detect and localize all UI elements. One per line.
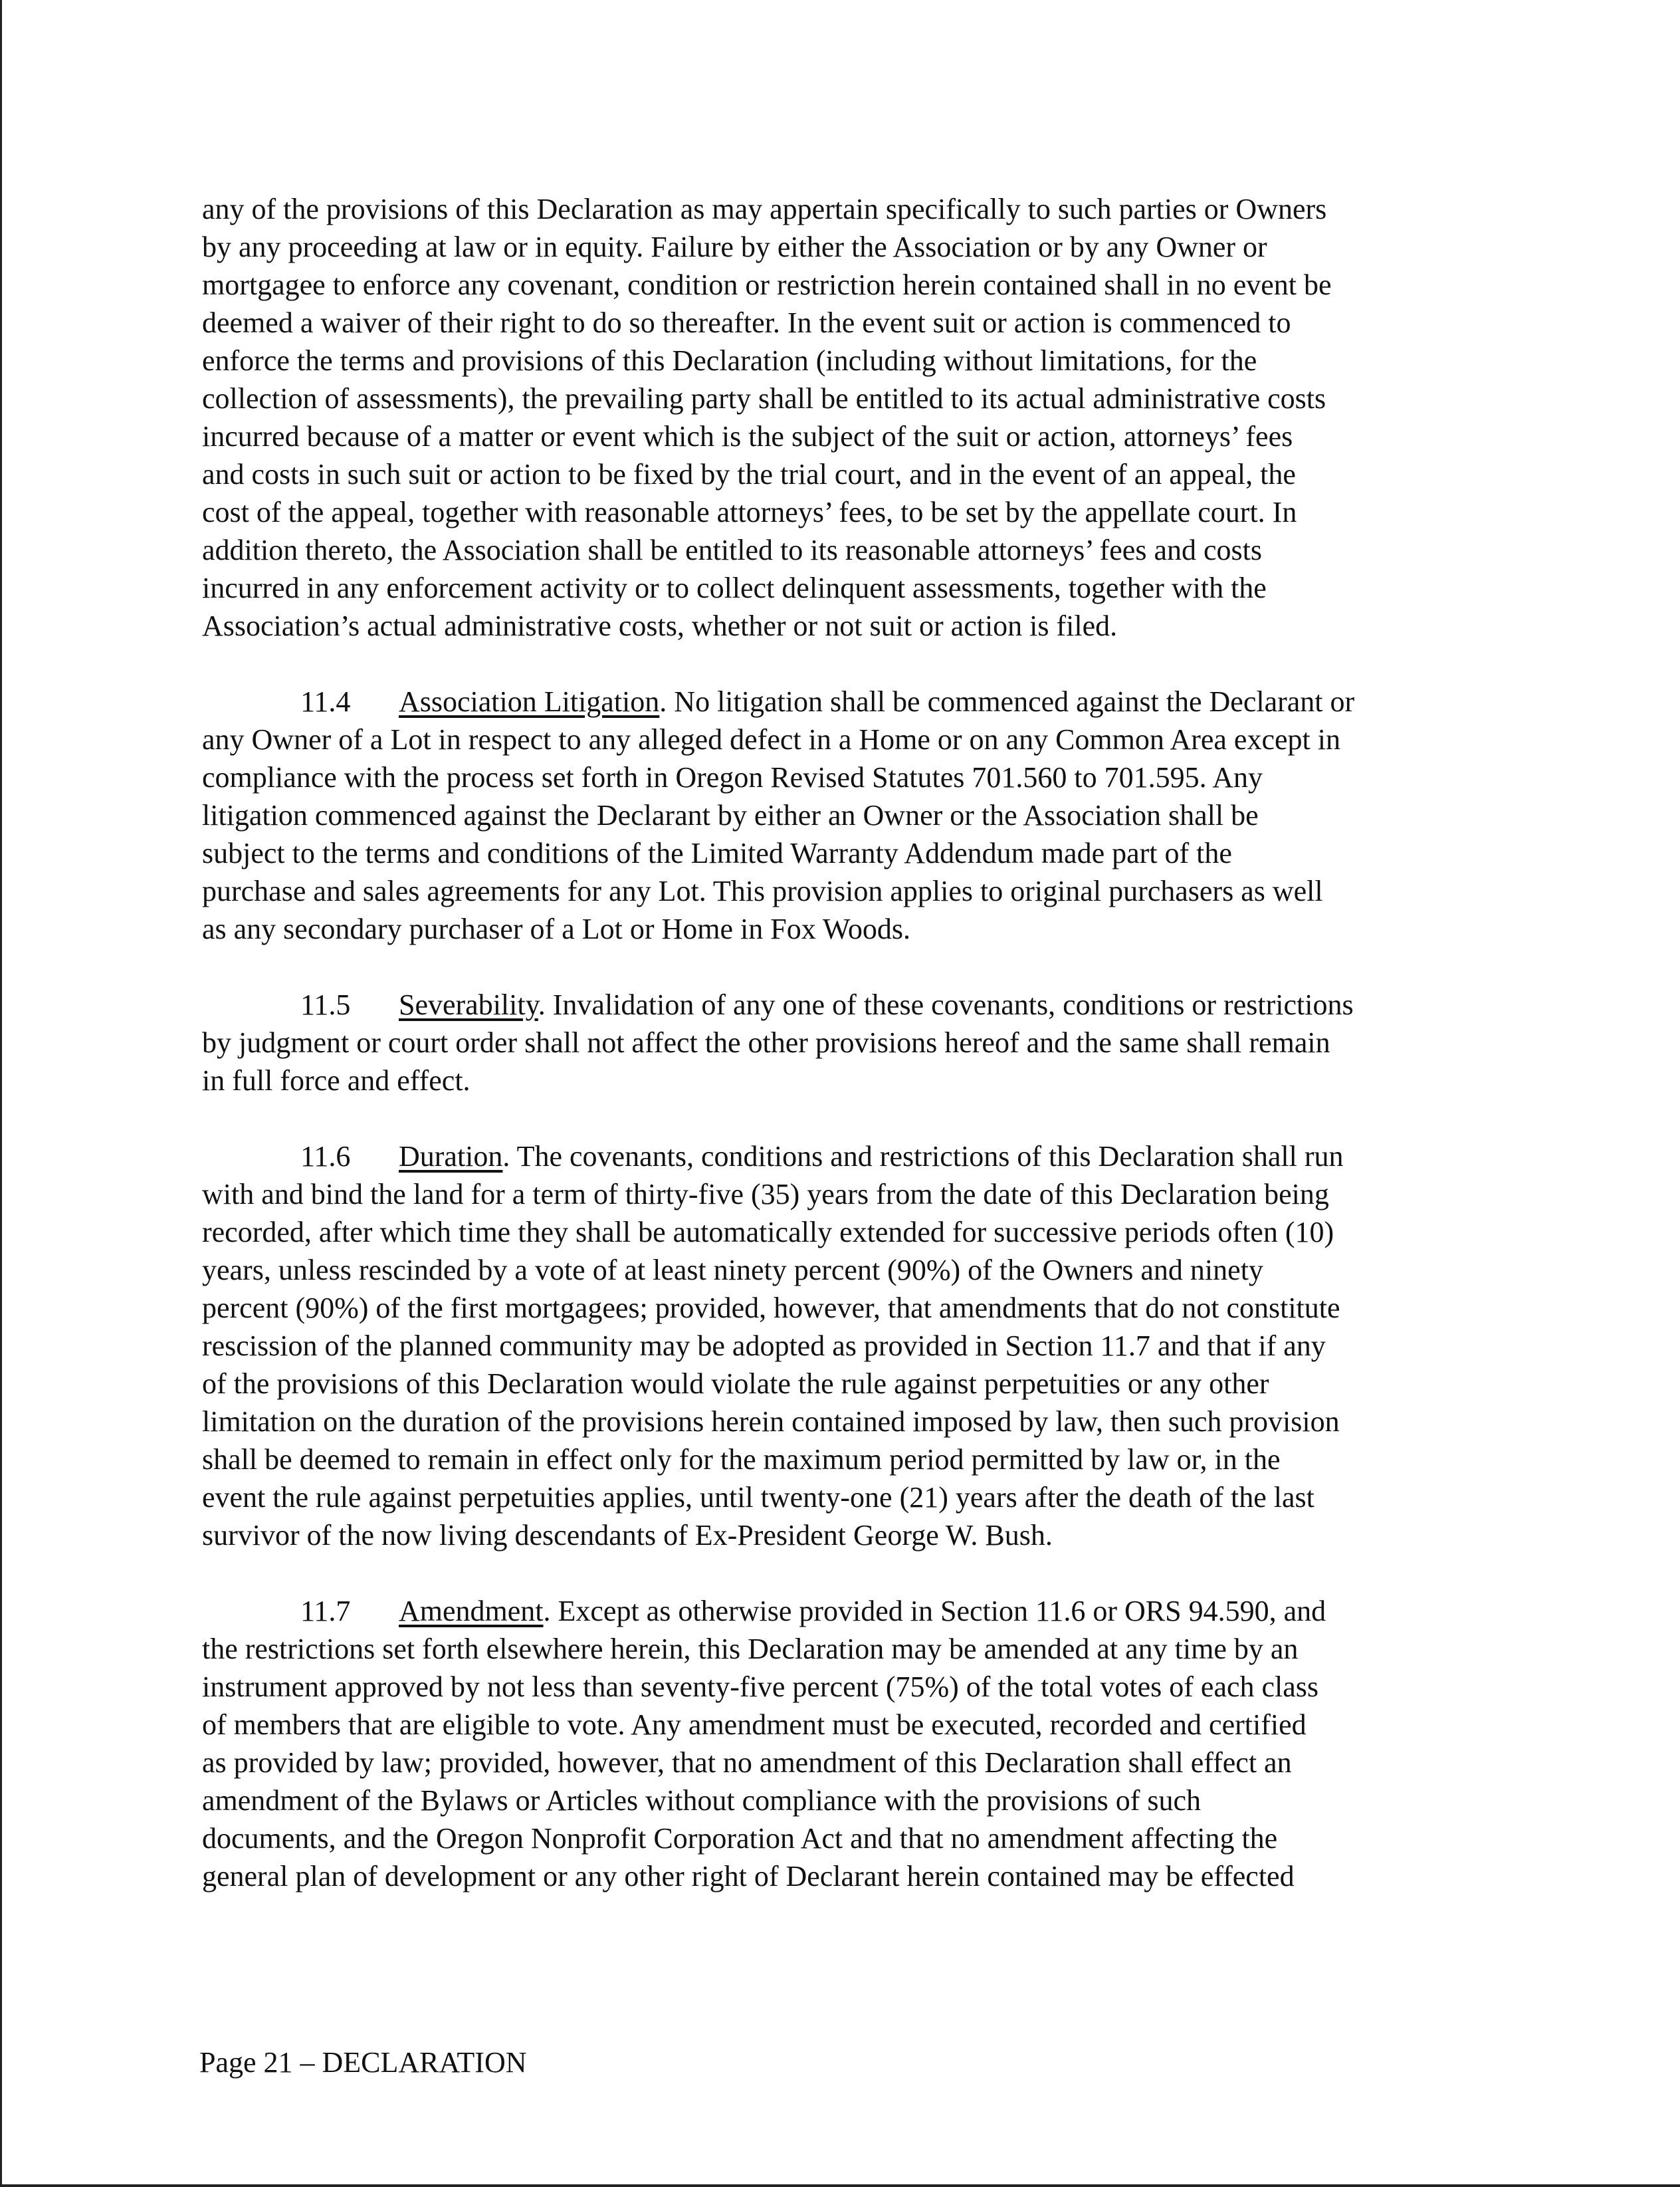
text-line: recorded, after which time they shall be automatically extended for successive periods often (10) (202, 1216, 1334, 1248)
section-11-7 (202, 1592, 1505, 1895)
section-11-4 (202, 683, 1505, 948)
text-line: as provided by law; provided, however, that no amendment of this Declaration shall effect an (202, 1746, 1292, 1779)
text-line: addition thereto, the Association shall be entitled to its reasonable attorneys’ fees and costs (202, 534, 1262, 566)
text-line: deemed a waiver of their right to do so thereafter. In the event suit or action is commenced to (202, 306, 1291, 339)
text-line: of members that are eligible to vote. Any amendment must be executed, recorded and certified (202, 1708, 1307, 1741)
text-line: survivor of the now living descendants of Ex-President George W. Bush. (202, 1519, 1053, 1552)
page-footer: Page 21 – DECLARATION (199, 2046, 527, 2079)
section-lead-text: . The covenants, conditions and restrictions of this Declaration shall run (502, 1140, 1344, 1173)
text-line: subject to the terms and conditions of the Limited Warranty Addendum made part of the (202, 837, 1232, 869)
text-line: the restrictions set forth elsewhere herein, this Declaration may be amended at any time by an (202, 1633, 1299, 1665)
section-title: Amendment (399, 1595, 544, 1627)
text-line: amendment of the Bylaws or Articles without compliance with the provisions of such (202, 1784, 1202, 1817)
text-line: compliance with the process set forth in Oregon Revised Statutes 701.560 to 701.595. Any (202, 761, 1263, 794)
section-number: 11.5 (300, 988, 351, 1021)
section-first-line (202, 986, 1505, 1024)
section-11-6 (202, 1137, 1505, 1554)
text-line: instrument approved by not less than seventy-five percent (75%) of the total votes of each class (202, 1670, 1319, 1703)
text-line: enforce the terms and provisions of this Declaration (including without limitations, for the (202, 344, 1257, 377)
text-line: any Owner of a Lot in respect to any alleged defect in a Home or on any Common Area except in (202, 723, 1340, 756)
scan-edge-bottom (0, 2184, 1680, 2187)
section-11-5 (202, 986, 1505, 1099)
continuation-paragraph (202, 190, 1505, 645)
section-title: Duration (399, 1140, 503, 1173)
section-lead-text: . No litigation shall be commenced against the Declarant or (659, 685, 1355, 718)
text-line: in full force and effect. (202, 1064, 471, 1097)
text-line: and costs in such suit or action to be fixed by the trial court, and in the event of an appeal, the (202, 458, 1296, 491)
text-line: with and bind the land for a term of thirty-five (35) years from the date of this Declaration being (202, 1178, 1329, 1210)
section-first-line (202, 1137, 1505, 1175)
text-line: Association’s actual administrative costs, whether or not suit or action is filed. (202, 610, 1118, 642)
section-lead-text: . Invalidation of any one of these covenants, conditions or restrictions (538, 988, 1354, 1021)
text-line: collection of assessments), the prevailing party shall be entitled to its actual administrative costs (202, 382, 1326, 415)
text-line: by any proceeding at law or in equity. Failure by either the Association or by any Owner or (202, 231, 1267, 263)
text-line: shall be deemed to remain in effect only for the maximum period permitted by law or, in the (202, 1443, 1281, 1476)
text-line: mortgagee to enforce any covenant, condition or restriction herein contained shall in no event be (202, 269, 1332, 301)
text-line: percent (90%) of the first mortgagees; provided, however, that amendments that do not constitute (202, 1292, 1340, 1324)
text-line: any of the provisions of this Declaration as may appertain specifically to such parties or Owners (202, 193, 1327, 225)
section-first-line (202, 683, 1505, 721)
section-lead-text: . Except as otherwise provided in Section 11.6 or ORS 94.590, and (543, 1595, 1326, 1627)
document-body (202, 190, 1505, 1933)
section-title: Association Litigation (399, 685, 660, 718)
section-number: 11.7 (300, 1595, 351, 1627)
text-line: by judgment or court order shall not affect the other provisions hereof and the same shall remain (202, 1026, 1330, 1059)
text-line: cost of the appeal, together with reasonable attorneys’ fees, to be set by the appellate court. In (202, 496, 1297, 528)
text-line: rescission of the planned community may be adopted as provided in Section 11.7 and that if any (202, 1329, 1326, 1362)
scan-edge-left (0, 0, 2, 2187)
text-line: limitation on the duration of the provisions herein contained imposed by law, then such provision (202, 1405, 1340, 1438)
text-line: event the rule against perpetuities applies, until twenty-one (21) years after the death of the last (202, 1481, 1314, 1514)
text-line: incurred because of a matter or event which is the subject of the suit or action, attorneys’ fees (202, 420, 1293, 453)
section-number: 11.4 (300, 685, 351, 718)
text-line: litigation commenced against the Declarant by either an Owner or the Association shall be (202, 799, 1259, 832)
section-number: 11.6 (300, 1140, 351, 1173)
text-line: purchase and sales agreements for any Lot. This provision applies to original purchasers as well (202, 875, 1323, 907)
text-line: documents, and the Oregon Nonprofit Corporation Act and that no amendment affecting the (202, 1822, 1278, 1855)
text-line: years, unless rescinded by a vote of at least ninety percent (90%) of the Owners and ninety (202, 1254, 1263, 1286)
section-first-line (202, 1592, 1505, 1630)
section-title: Severability (399, 988, 538, 1021)
text-line: as any secondary purchaser of a Lot or Home in Fox Woods. (202, 913, 911, 945)
text-line: incurred in any enforcement activity or to collect delinquent assessments, together with the (202, 572, 1267, 604)
text-line: general plan of development or any other right of Declarant herein contained may be effected (202, 1860, 1295, 1893)
text-line: of the provisions of this Declaration would violate the rule against perpetuities or any other (202, 1367, 1269, 1400)
